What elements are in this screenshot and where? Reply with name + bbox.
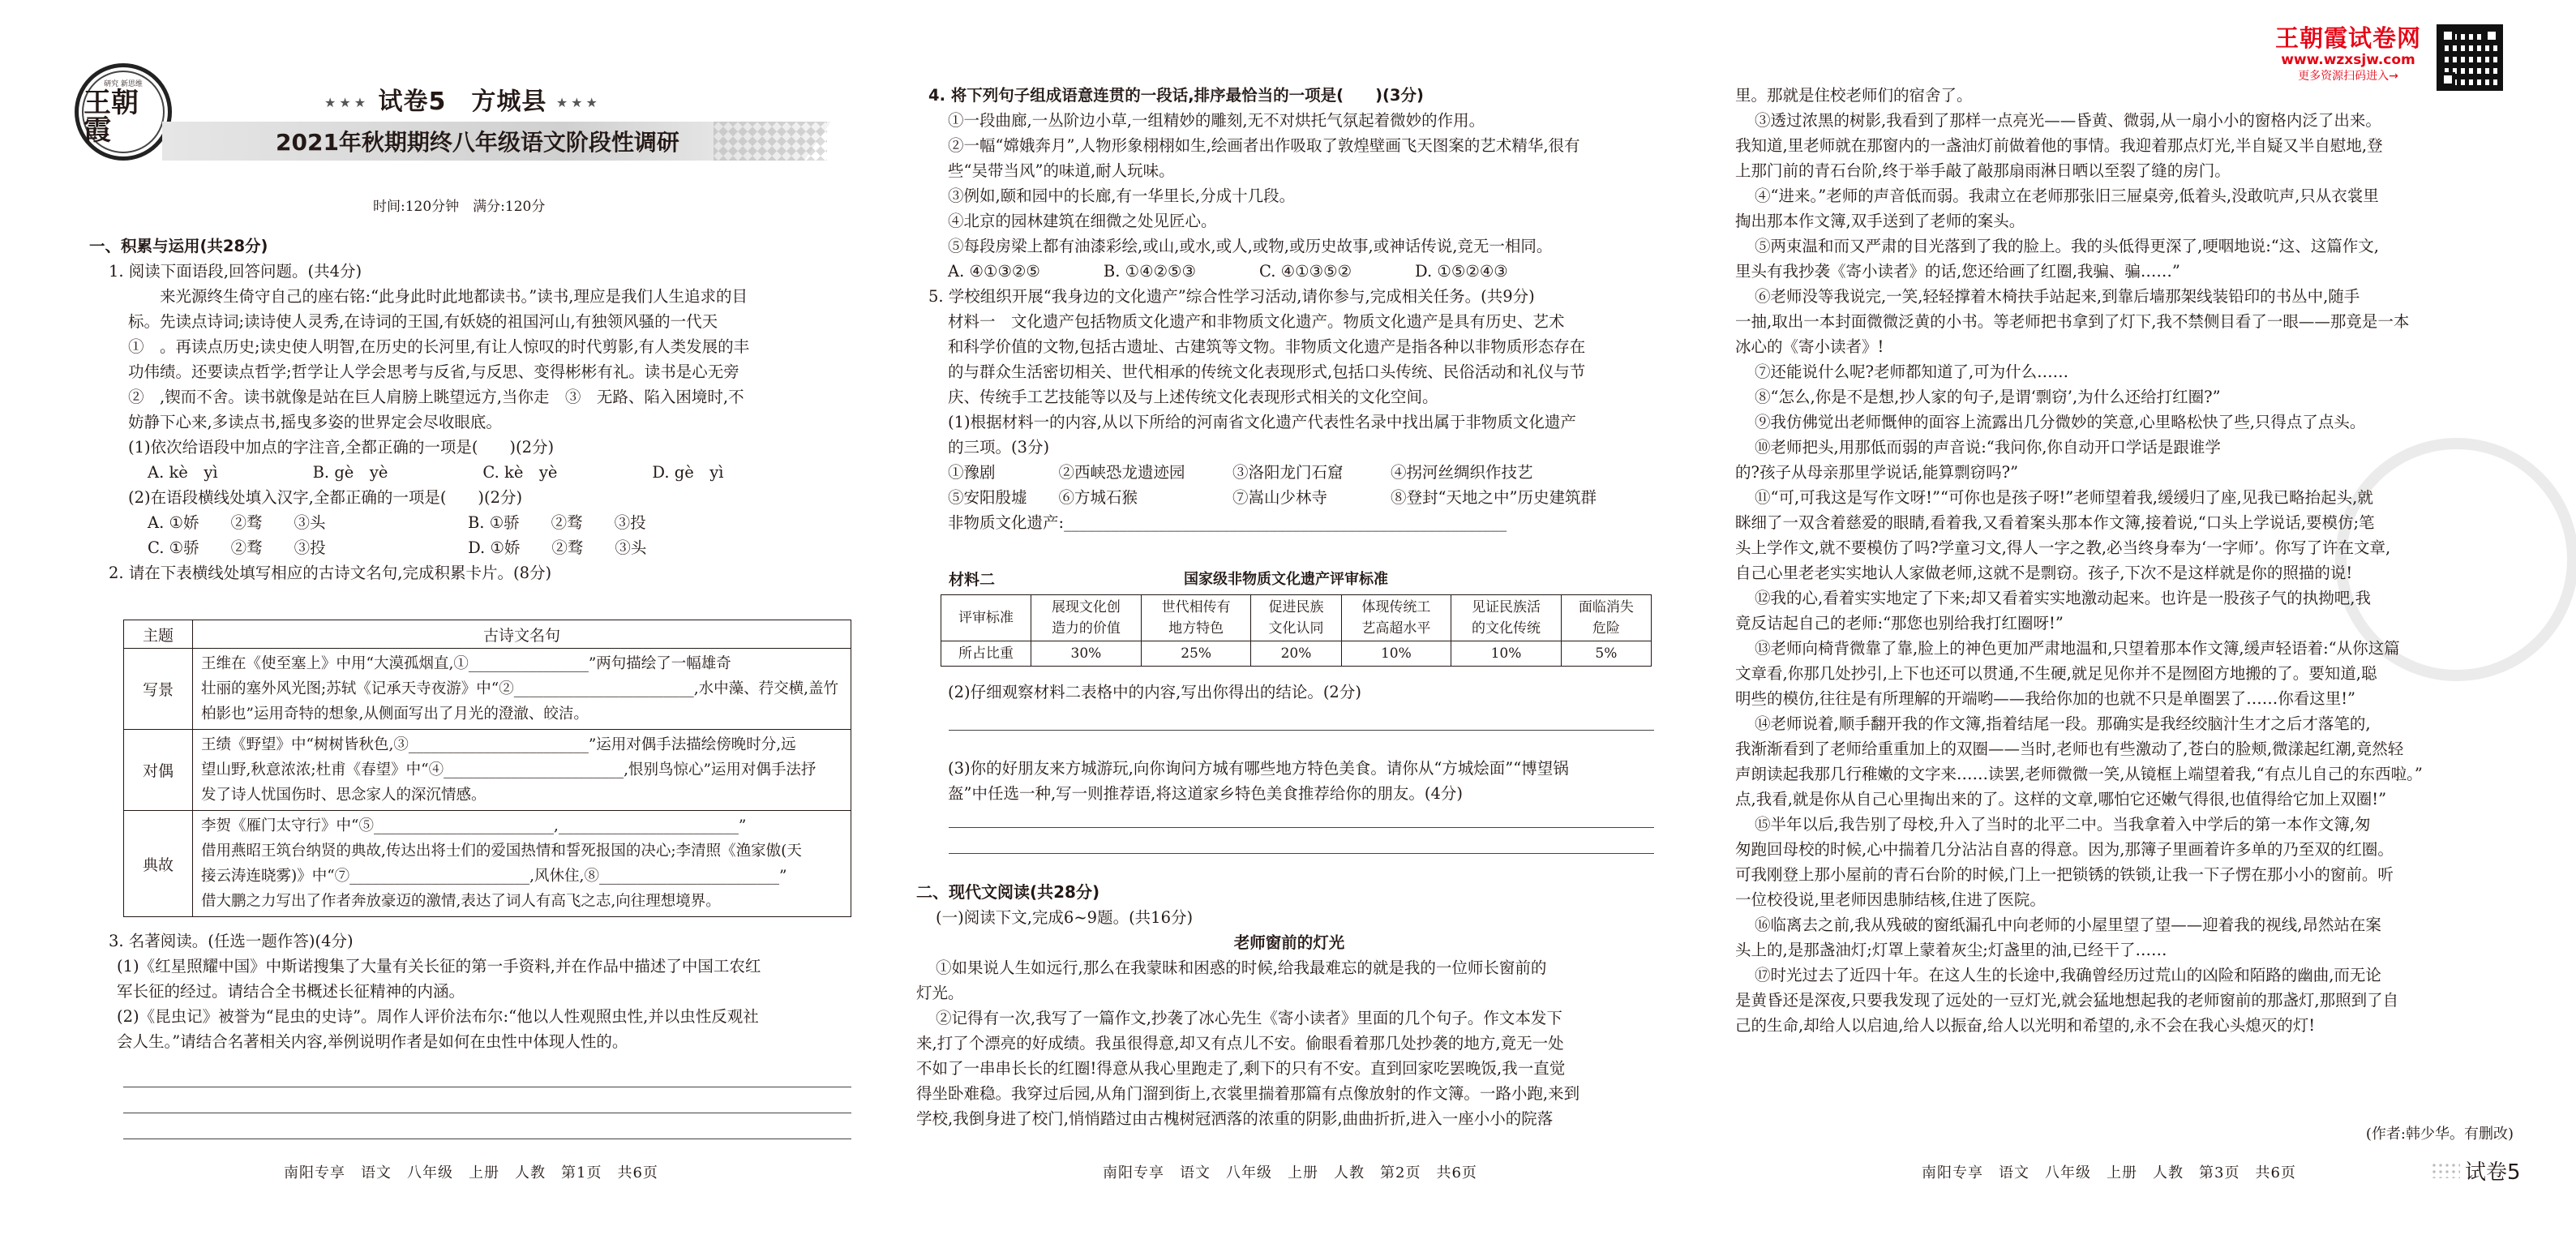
article-line: ⑭老师说着,顺手翻开我的作文簿,指着结尾一段。那确实是我经绞脑汁生才之后才落笔的, xyxy=(1755,714,2371,733)
table-cell: 25% xyxy=(1141,641,1251,667)
material-line: 的与群众生活密切相关、世代相承的传统文化表现形式,包括口头传统、民俗活动和礼仪与节 xyxy=(948,362,1586,381)
article-line: ⑧“怎么,你是不是想,抄人家的句子,是谓‘剽窃’,为什么还给打红圈?” xyxy=(1755,388,2221,406)
table-cell: 李贺《雁门太守行》中“⑤________________________,________________________” 借用燕昭王筑台纳贤的典故,传达出将士们的爱国热情和誓死报国的决心;李清照《渔家傲(天 接云涛连晓雾)》中“⑦________________________,风休住,⑧________________________” 借大鹏之力写出了作者奔放豪迈的激情,表达了词人有高飞之志,向往理想境界。 xyxy=(193,811,851,917)
article-line: ⑯临离去之前,我从残破的窗纸漏孔中向老师的小屋里望了望——迎着我的视线,昂然站在案 xyxy=(1755,916,2381,934)
table-cell: 面临消失 危险 xyxy=(1561,595,1651,641)
article-line: 掏出那本作文簿,双手送到了老师的案头。 xyxy=(1735,212,2025,230)
article-line: 一抽,取出一本封面微微泛黄的小书。等老师把书拿到了灯下,我不禁侧目看了一眼——那竟是一本 xyxy=(1735,312,2410,331)
table-cell: 见证民族活 的文化传统 xyxy=(1451,595,1562,641)
page-footer: 南阳专享 语文 八年级 上册 人教 第1页 共6页 xyxy=(284,1164,658,1181)
corner-decoration xyxy=(2431,1162,2460,1178)
article-line: 冰心的《寄小读者》! xyxy=(1735,337,1884,356)
table-cell: 10% xyxy=(1451,641,1562,667)
question-stem: 5. 学校组织开展“我身边的文化遗产”综合性学习活动,请你参与,完成相关任务。(共9分) xyxy=(928,287,1535,306)
sub-question: (2)在语段横线处填入汉字,全都正确的一项是( )(2分) xyxy=(128,488,523,507)
passage-line: ② ,锲而不舍。读书就像是站在巨人肩膀上眺望远方,当你走 ③ 无路、陷入困境时,不 xyxy=(128,388,744,406)
article-line: ⑬老师向椅背微靠了靠,脸上的神色更加严肃地温和,只望着那本作文簿,缓声轻语着:“从你这篇 xyxy=(1755,639,2400,658)
star-decoration-right: ★★★ xyxy=(555,95,601,110)
options: A. ①娇 ②骛 ③头 B. ①骄 ②骛 ③投 xyxy=(148,513,646,532)
article-line: 点,我看,就是你从自己心里掏出来的了。这样的文章,哪怕它还嫩气得很,也值得给它加上双圈!” xyxy=(1735,790,2387,808)
question-line: (2)《昆虫记》被誉为“昆虫的史诗”。周作人评价法布尔:“他以人性观照虫性,并以虫性反观社 xyxy=(117,1007,759,1026)
sentence-option: ②一幅“嫦娥奔月”,人物形象栩栩如生,绘画者出作吸取了敦煌壁画飞天图案的艺术精华,很有 xyxy=(948,136,1580,155)
sentence-option: ⑤每段房梁上都有油漆彩绘,或山,或水,或人,或物,或历史故事,或神话传说,竞无一相同。 xyxy=(948,237,1553,255)
article-line: 眯细了一双含着慈爱的眼睛,看着我,又看着案头那本作文簿,接着说,“口头上学说话,要模仿;笔 xyxy=(1735,513,2375,532)
question-stem: 1. 阅读下面语段,回答问题。(共4分) xyxy=(109,262,362,281)
table-cell: 10% xyxy=(1341,641,1451,667)
question-line: 军长征的经过。请结合全书概述长征精神的内涵。 xyxy=(117,982,465,1001)
heritage-list: ①豫剧 ②西峡恐龙遗迹园 ③洛阳龙门石窟 ④拐河丝绸织作技艺 xyxy=(948,463,1533,482)
article-line: 里。那就是住校老师们的宿舍了。 xyxy=(1735,86,1973,105)
table-row xyxy=(124,649,851,730)
sentence-option: 些“吴带当风”的味道,耐人玩味。 xyxy=(948,161,1175,180)
article-line: 里头有我抄袭《寄小读者》的话,您还给画了红圈,我骗、骗……” xyxy=(1735,262,2180,281)
table-topic: 典故 xyxy=(124,811,193,917)
material-line: 材料一 文化遗产包括物质文化遗产和非物质文化遗产。物质文化遗产是具有历史、艺术 xyxy=(948,312,1565,331)
page-2 xyxy=(916,0,1670,1235)
table-row xyxy=(124,811,851,917)
logo-text: 王朝霞 xyxy=(84,86,139,147)
material-line: 庆、传统手工艺技能等以及与上述传统文化表现形式相关的文化空间。 xyxy=(948,388,1438,406)
brand-url[interactable]: www.wzxsjw.com xyxy=(2281,52,2415,68)
table-cell: 促进民族 文化认同 xyxy=(1251,595,1341,641)
question-stem: 3. 名著阅读。(任选一题作答)(4分) xyxy=(109,932,354,950)
question-stem: 4. 将下列句子组成语意连贯的一段话,排序最恰当的一项是( )(3分) xyxy=(928,86,1424,105)
table-row xyxy=(941,595,1652,641)
article-line: ③透过浓黑的树影,我看到了那样一点亮光——昏黄、微弱,从一扇小小的窗格内泛了出来。 xyxy=(1755,111,2381,130)
section-heading: 一、积累与运用(共28分) xyxy=(89,237,268,255)
table-header: 古诗文名句 xyxy=(193,620,851,649)
article-line: 学校,我倒身进了校门,悄悄踏过由古槐树冠洒落的浓重的阴影,曲曲折折,进入一座小小的院落 xyxy=(916,1109,1554,1128)
table-title: 国家级非物质文化遗产评审标准 xyxy=(1184,571,1388,588)
article-line: 不如了一串串长长的红圈!得意从我心里跑走了,剩下的只有不安。直到回家吃罢晚饭,我一直觉 xyxy=(916,1059,1566,1078)
article-line: 的?孩子从母亲那里学说话,能算剽窃吗?” xyxy=(1735,463,2019,482)
table-cell: 20% xyxy=(1251,641,1341,667)
material-line: 和科学价值的文物,包括古遗址、古建筑等文物。非物质文化遗产是指各种以非物质形态存在 xyxy=(948,337,1586,356)
sub-question: (1)根据材料一的内容,从以下所给的河南省文化遗产代表性名录中找出属于非物质文化遗产 xyxy=(948,413,1576,431)
article-line: ⑪“可,可我这是写作文呀!”“可你也是孩子呀!”老师望着我,缓缓归了座,见我已略抬起头,就 xyxy=(1755,488,2373,507)
sentence-option: ④北京的园林建筑在细微之处见匠心。 xyxy=(948,212,1217,230)
answer-line[interactable] xyxy=(949,730,1654,731)
page-footer: 南阳专享 语文 八年级 上册 人教 第2页 共6页 xyxy=(1103,1164,1477,1181)
article-line: ⑨我仿佛觉出老师慨伸的面容上流露出几分微妙的笑意,心里略松快了些,只得点了点头。 xyxy=(1755,413,2366,431)
row-label: 评审标准 xyxy=(941,595,1031,641)
table-cell: 王绩《野望》中“树树皆秋色,③________________________”运用对偶手法描绘傍晚时分,远 望山野,秋意浓浓;杜甫《春望》中“④________________________,恨别鸟惊心”运用对偶手法抒 发了诗人忧国伤时、思念家人的深沉情感。 xyxy=(193,730,851,811)
article-line: 头上学作文,就不要模仿了吗?学童习文,得人一字之教,必当终身奉为‘一字师’。你写了许在文章, xyxy=(1735,538,2391,557)
page-footer: 南阳专享 语文 八年级 上册 人教 第3页 共6页 xyxy=(1922,1164,2296,1181)
author-credit: (作者:韩少华。有删改) xyxy=(2365,1126,2514,1143)
article-line: ⑦还能说什么呢?老师都知道了,可为什么…… xyxy=(1755,362,2069,381)
table-cell: 世代相传有 地方特色 xyxy=(1141,595,1251,641)
article-line: 明些的模仿,往往是有所理解的开端哟——我给你加的也就不只是单圈罢了……你看这里!” xyxy=(1735,689,2356,708)
table-cell: 王维在《使至塞上》中用“大漠孤烟直,①________________”两句描绘了一幅雄奇 壮丽的塞外风光图;苏轼《记承天寺夜游》中“②________________________,水中藻、荇交横,盖竹 柏影也”运用奇特的想象,从侧面写出了月光的澄澈、皎洁。 xyxy=(193,649,851,730)
article-line: ⑤两束温和而又严肃的目光落到了我的脸上。我的头低得更深了,哽咽地说:“这、这篇作文, xyxy=(1755,237,2379,255)
sub-question: (3)你的好朋友来方城游玩,向你询问方城有哪些地方特色美食。请你从“方城烩面”“博望锅 xyxy=(948,759,1569,778)
exam-meta: 时间:120分钟 满分:120分 xyxy=(373,199,546,215)
logo-top-text: 研究 新思维 xyxy=(104,79,143,88)
article-line: 匆跑回母校的时候,心中揣着几分沾沾自喜的得意。因为,那簿子里画着许多单的乃至双的红圈。 xyxy=(1735,840,2394,859)
sentence-option: ①一段曲廊,一丛阶边小草,一组精妙的雕刻,无不对烘托气氛起着微妙的作用。 xyxy=(948,111,1485,130)
article-line: 来,打了个漂亮的好成绩。我虽很得意,却又有点儿不安。偷眼看着那几处抄袭的地方,竟无一处 xyxy=(916,1034,1564,1053)
article-line: ⑩老师把头,用那低而弱的声音说:“我问你,你自动开口学话是跟谁学 xyxy=(1755,438,2221,457)
article-line: 得坐卧难稳。我穿过后园,从角门溜到街上,衣裳里揣着那篇有点像放射的作文簿。一路小跑,来到 xyxy=(916,1084,1580,1103)
sub-question: (1)依次给语段中加点的字注音,全都正确的一项是( )(2分) xyxy=(128,438,555,457)
brand-name: 王朝霞试卷网 xyxy=(2274,24,2421,52)
passage-line: 标。先读点诗词;读诗使人灵秀,在诗词的王国,有妖娆的祖国河山,有独领风骚的一代天 xyxy=(128,312,718,331)
article-line: 上那门前的青石台阶,终于举手敲了敲那扇雨淋日晒以至裂了缝的房门。 xyxy=(1735,161,2231,180)
table-cell: 30% xyxy=(1031,641,1142,667)
article-line: ④“进来。”老师的声音低而弱。我肃立在老师那张旧三屉桌旁,低着头,没敢吭声,只从衣裳里 xyxy=(1755,187,2379,205)
table-header: 主题 xyxy=(124,620,193,649)
question-line: 会人生。”请结合名著相关内容,举例说明作者是如何在虫性中体现人性的。 xyxy=(117,1032,628,1051)
article-line: ②记得有一次,我写了一篇作文,抄袭了冰心先生《寄小读者》里面的几个句子。作文本发下 xyxy=(936,1009,1562,1027)
heritage-list: ⑤安阳殷墟 ⑥方城石猴 ⑦嵩山少林寺 ⑧登封“天地之中”历史建筑群 xyxy=(948,488,1597,507)
article-title: 老师窗前的灯光 xyxy=(1233,933,1345,952)
article-line: ⑥老师没等我说完,一笑,轻轻撑着木椅扶手站起来,到靠后墙那架线装铅印的书丛中,随手 xyxy=(1755,287,2360,306)
page-1 xyxy=(89,0,851,1235)
article-line: 我知道,里老师就在那窗内的一盏油灯前做着他的事情。我迎着那点灯光,半自疑又半自慰地,登 xyxy=(1735,136,2383,155)
article-line: 一位校役说,里老师因患肺结核,住进了医院。 xyxy=(1735,890,2046,909)
question-line: (1)《红星照耀中国》中斯诺搜集了大量有关长征的第一手资料,并在作品中描述了中国工农红 xyxy=(117,957,761,976)
row-label: 所占比重 xyxy=(941,641,1031,667)
article-line: 头上的,是那盏油灯;灯罩上蒙着灰尘;灯盏里的油,已经干了…… xyxy=(1735,941,2167,959)
passage-line: 功伟绩。还要读点哲学;哲学让人学会思考与反省,与反思、变得彬彬有礼。读书是心无旁 xyxy=(128,362,739,381)
passage-line: ① 。再读点历史;读史使人明智,在历史的长河里,有让人惊叹的时代剪影,有人类发展的丰 xyxy=(128,337,750,356)
paper-tag: 试卷5 xyxy=(2465,1160,2521,1185)
article-line: 灯光。 xyxy=(916,984,964,1002)
answer-line[interactable] xyxy=(949,827,1654,828)
sentence-option: ③例如,颐和园中的长廊,有一华里长,分成十几段。 xyxy=(948,187,1296,205)
material2-label: 材料二 xyxy=(949,571,996,589)
poem-table xyxy=(123,620,851,917)
article-line: 我渐渐看到了老师给重重加上的双圈——当时,老师也有些激动了,苍白的脸颊,微漾起红潮,竟然轻 xyxy=(1735,740,2404,758)
table-header-row xyxy=(124,620,851,649)
passage-line: 来光源终生倚守自己的座右铭:“此身此时此地都读书。”读书,理应是我们人生追求的目 xyxy=(160,287,748,306)
answer-field[interactable]: 非物质文化遗产:________________________________________________________ xyxy=(948,513,1507,532)
sub-question: (2)仔细观察材料二表格中的内容,写出你得出的结论。(2分) xyxy=(948,683,1361,701)
article-line: ⑫我的心,看着实实地定了下来;却又看着实实地激动起来。也许是一股孩子气的执拗吧,我 xyxy=(1755,589,2371,607)
reading-intro: (一)阅读下文,完成6~9题。(共16分) xyxy=(936,908,1194,927)
page-3 xyxy=(1735,0,2546,1235)
passage-line: 妨静下心来,多读点书,摇曳多姿的世界定会尽收眼底。 xyxy=(128,413,502,431)
section-heading: 二、现代文阅读(共28分) xyxy=(916,882,1100,902)
heritage-table xyxy=(941,594,1652,667)
article-line: ⑰时光过去了近四十年。在这人生的长途中,我确曾经历过荒山的凶险和陌路的幽曲,而无论 xyxy=(1755,966,2381,984)
article-line: 己的生命,却给人以启迪,给人以振奋,给人以光明和希望的,永不会在我心头熄灭的灯! xyxy=(1735,1016,2316,1035)
article-line: 声朗读起我那几行稚嫩的文字来……读罢,老师微微一笑,从镜框上端望着我,“有点儿自己的东西啦。” xyxy=(1735,765,2423,783)
paper-series-title: ★★★ 试卷5 方城县 ★★★ xyxy=(324,88,601,116)
options: A. ④①③②⑤ B. ①④②⑤③ C. ④①③⑤② D. ①⑤②④③ xyxy=(948,262,1508,281)
table-topic: 对偶 xyxy=(124,730,193,811)
article-line: 是黄昏还是深夜,只要我发现了远处的一豆灯光,就会猛地想起我的老师窗前的那盏灯,那照到了自 xyxy=(1735,991,2399,1010)
options: A. kè yì B. gè yè C. kè yè D. gè yì xyxy=(148,463,724,482)
brand-slogan: 更多资源扫码进入→ xyxy=(2298,70,2398,83)
answer-line[interactable] xyxy=(949,853,1654,854)
table-cell: 展现文化创 造力的价值 xyxy=(1031,595,1142,641)
article-line: ⑮半年以后,我告别了母校,升入了当时的北平二中。当我拿着入中学后的第一本作文簿,匆 xyxy=(1755,815,2371,834)
article-line: ①如果说人生如远行,那么在我蒙昧和困惑的时候,给我最难忘的就是我的一位师长窗前的 xyxy=(936,958,1547,977)
sub-question: 的三项。(3分) xyxy=(948,438,1050,457)
table-row xyxy=(124,730,851,811)
exam-title: 2021年秋期期终八年级语文阶段性调研 xyxy=(276,129,679,156)
options: C. ①骄 ②骛 ③投 D. ①娇 ②骛 ③头 xyxy=(148,538,647,557)
table-row xyxy=(941,641,1652,667)
article-line: 可我刚登上那小屋前的青石台阶的时候,门上一把锁锈的铁锁,让我一下子愣在那小小的窗前。听 xyxy=(1735,865,2394,884)
table-cell: 5% xyxy=(1561,641,1651,667)
star-decoration-left: ★★★ xyxy=(324,95,370,110)
article-line: 竟反诘起自己的老师:“那您也别给我打红圈呀!” xyxy=(1735,614,2064,633)
table-cell: 体现传统工 艺高超水平 xyxy=(1341,595,1451,641)
sub-question: 盔”中任选一种,写一则推荐语,将这道家乡特色美食推荐给你的朋友。(4分) xyxy=(948,784,1463,803)
table-topic: 写景 xyxy=(124,649,193,730)
question-stem: 2. 请在下表横线处填写相应的古诗文名句,完成积累卡片。(8分) xyxy=(109,564,552,582)
article-line: 文章看,你那几处抄引,上下也还可以贯通,不生硬,就足见你并不是囫囵方地搬的了。要知道,聪 xyxy=(1735,664,2377,683)
article-line: 自己心里老老实实地认人家做老师,这就不是剽窃。孩子,下次不是这样就是你的照描的说! xyxy=(1735,564,2353,582)
